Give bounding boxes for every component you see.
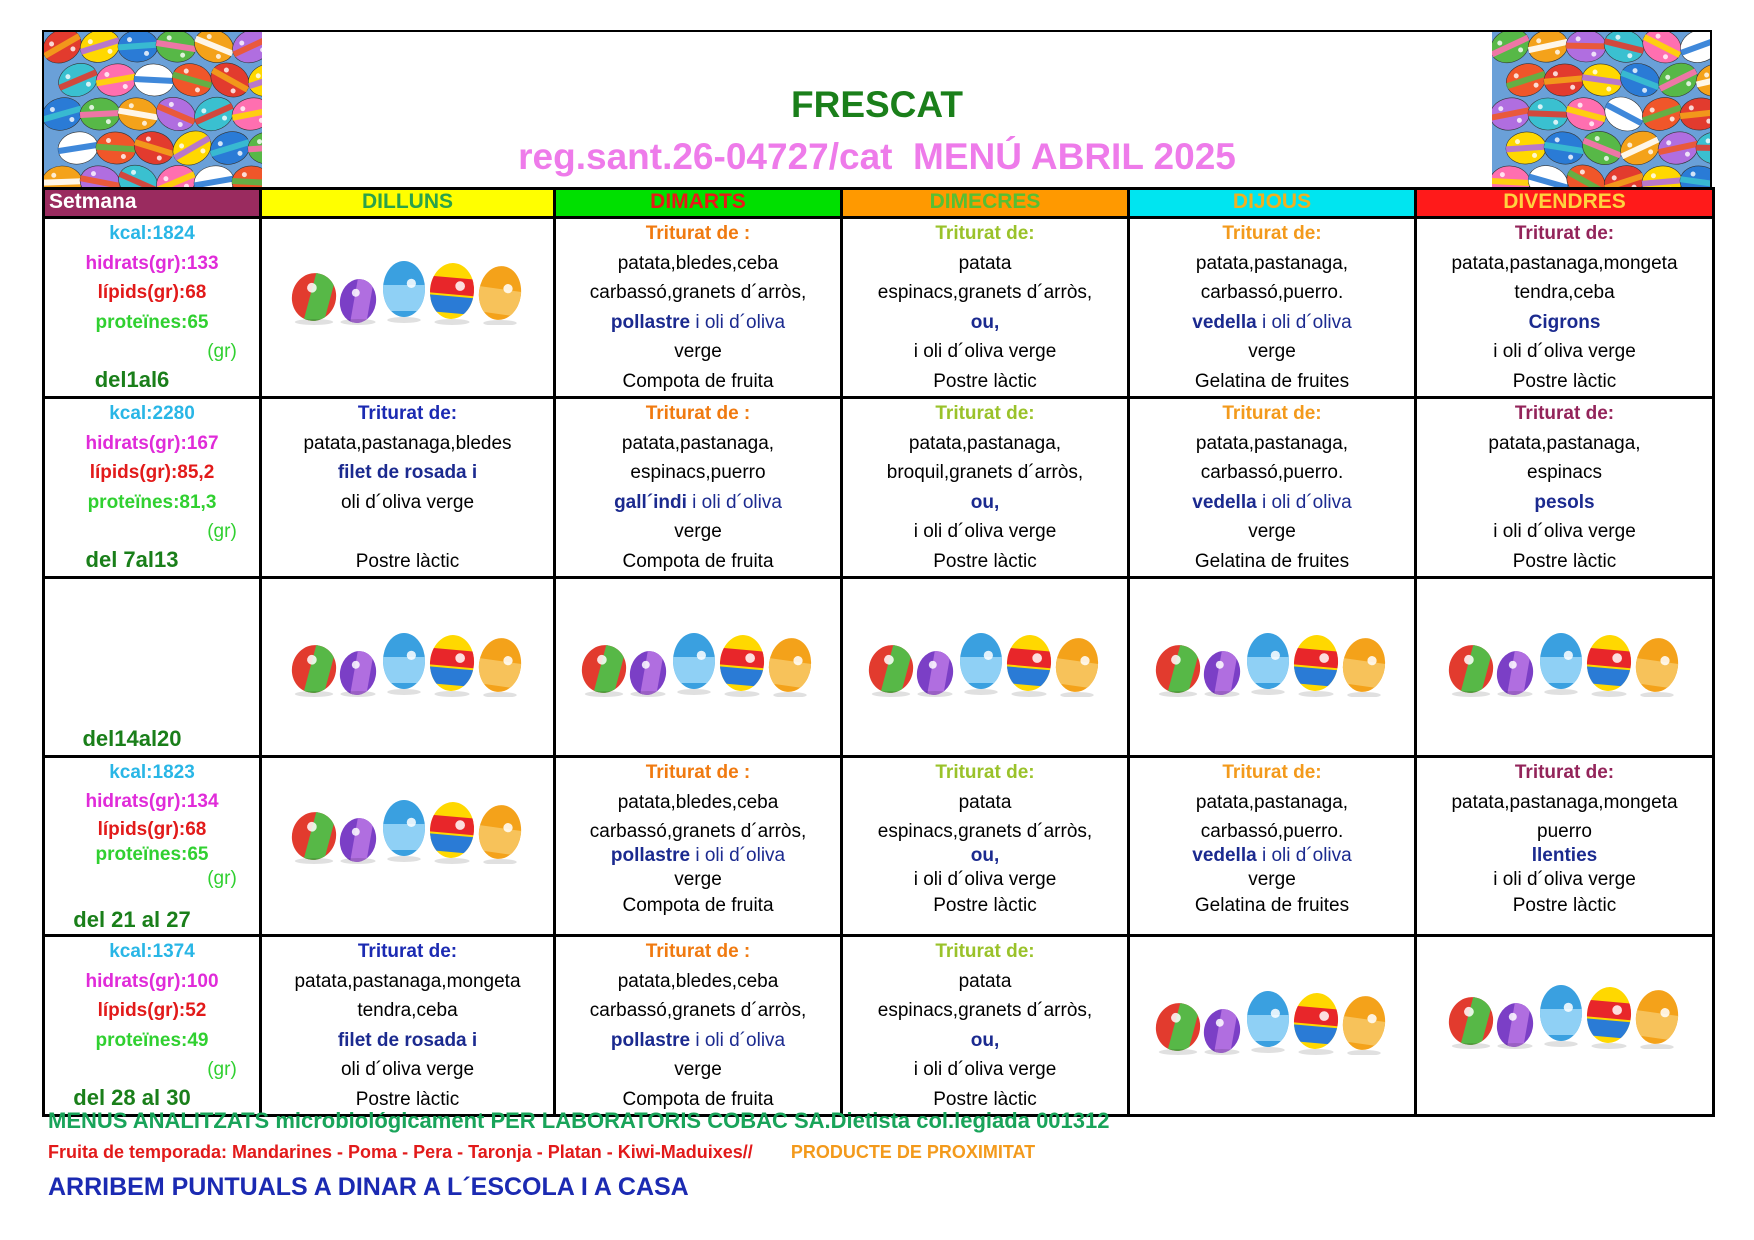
dish-heading: Triturat de: [1514,223,1615,244]
week-info [44,578,261,757]
easter-eggs-icon [262,794,553,874]
protein: filet de rosada i [337,462,478,483]
ingredient-line: patata,pastanaga, [1195,791,1349,813]
ingredient-line: i oli d´oliva verge [913,341,1057,362]
hidrats-label: hidrats(gr):133 [85,252,219,274]
week-info [44,398,261,578]
protein: pollastre [610,311,691,333]
protein-suffix: i oli d´oliva [686,491,782,513]
footer-proximity: PRODUCTE DE PROXIMITAT [790,1142,1036,1162]
ingredient-line: verge [674,869,722,890]
ingredient-line: carbassó,puerro. [1200,462,1344,483]
ingredient-line: i oli d´oliva verge [913,521,1057,542]
dessert: Compota de fruita [622,370,774,392]
ingredient-line: espinacs [1527,462,1602,483]
ingredient-line: espinacs,granets d´arròs, [877,821,1093,842]
dessert: Postre làctic [933,1088,1037,1110]
dish-heading: Triturat de: [1514,403,1615,424]
ingredient-line: patata,pastanaga, [1195,252,1349,274]
ingredient-line: patata,pastanaga, [1488,432,1641,454]
ingredient-line: carbassó,puerro. [1200,821,1344,842]
menu-cell-tuesday [555,398,842,578]
footer-analysis-note: MENUS ANALITZATS microbiológicament PER LABORATORIS COBAC SA.Dietista col.legiada 001312 [48,1108,1110,1133]
ingredient-line: i oli d´oliva verge [1493,341,1636,362]
lipids-label: lípids(gr):68 [97,282,207,303]
ingredient-line: tendra,ceba [1514,282,1615,303]
ingredient-line: patata,pastanaga, [1195,432,1349,454]
protein: pesols [1534,491,1595,513]
kcal-label: kcal:1824 [109,223,195,244]
column-header-monday: DILLUNS [261,189,555,218]
dish-heading: Triturat de: [357,403,458,424]
menu-cell-monday [261,578,555,757]
dessert: Gelatina de fruites [1194,370,1350,392]
protein: vedella [1192,311,1257,333]
menu-cell-friday [1416,578,1714,757]
menu-cell-wednesday [842,757,1129,936]
ingredient-line: verge [1248,341,1296,362]
footer-punctuality-note: ARRIBEM PUNTUALS A DINAR A L´ESCOLA I A CASA [48,1173,689,1201]
protein: ou, [970,845,1000,866]
protein: vedella [1192,845,1257,866]
easter-eggs-icon [262,255,553,335]
column-header-wednesday: DIMECRES [842,189,1129,218]
kcal-label: kcal:2280 [109,403,195,424]
ingredient-line: i oli d´oliva verge [913,1059,1057,1080]
dish-heading: Triturat de: [357,941,458,962]
ingredient-line: espinacs,granets d´arròs, [877,1000,1093,1021]
menu-cell-tuesday [555,218,842,398]
dessert: Gelatina de fruites [1194,550,1350,572]
ingredient-line: patata,pastanaga,bledes [303,432,512,454]
proteines-label: proteïnes:49 [95,1029,209,1051]
ingredient-line: patata [958,791,1012,813]
dessert: Postre làctic [1512,550,1617,572]
kcal-label: kcal:1374 [109,941,195,962]
menu-cell-thursday [1129,398,1416,578]
footer-fruit-text: Fruita de temporada: Mandarines - Poma - Pera - Taronja - Platan - Kiwi-Maduixes// [48,1142,753,1162]
ingredient-line: patata,pastanaga,mongeta [1451,252,1678,274]
ingredient-line: i oli d´oliva verge [913,869,1057,890]
menu-cell-monday [261,936,555,1116]
week-row [44,936,1714,1116]
dish-heading: Triturat de: [935,223,1035,244]
ingredient-line: i oli d´oliva verge [1493,869,1636,890]
week-dates: del 7al13 [85,546,179,572]
kcal-label: kcal:1823 [109,762,195,783]
week-dates: del 21 al 27 [73,907,191,932]
menu-cell-wednesday [842,936,1129,1116]
ingredient-line: espinacs,granets d´arròs, [877,282,1093,303]
lipids-label: lípids(gr):85,2 [89,462,215,483]
protein: ou, [970,311,1000,333]
ingredient-line: oli d´oliva verge [340,491,475,513]
menu-cell-tuesday [555,936,842,1116]
ingredient-line: puerro [1537,821,1592,842]
ingredient-line: patata [958,970,1012,992]
dish-heading: Triturat de: [935,762,1035,783]
ingredient-line: patata,pastanaga,mongeta [294,970,521,992]
menu-cell-wednesday [842,218,1129,398]
dish-heading: Triturat de: [935,941,1035,962]
dessert: Postre làctic [355,1088,460,1110]
ingredient-line: verge [674,1059,722,1080]
menu-cell-monday [261,398,555,578]
ingredient-line: oli d´oliva verge [340,1059,475,1080]
week-dates: del1al6 [94,366,170,392]
protein: gall´indi [614,491,687,513]
ingredient-line: patata,pastanaga, [908,432,1062,454]
easter-eggs-icon [1417,979,1712,1059]
week-info [44,936,261,1116]
protein: llenties [1531,845,1598,866]
dish-heading: Triturat de : [645,941,751,962]
dessert: Compota de fruita [622,1088,774,1110]
ingredient-line: tendra,ceba [357,1000,458,1021]
ingredient-line: carbassó,granets d´arròs, [589,1000,807,1021]
protein-suffix: i oli d´oliva [690,1029,786,1051]
footer-fruit-line [48,1142,1698,1163]
dessert: Postre làctic [1512,370,1617,392]
proteines-label: proteïnes:65 [95,311,209,333]
dish-heading: Triturat de : [645,762,751,783]
week-info [44,757,261,936]
ingredient-line: i oli d´oliva verge [1493,521,1636,542]
easter-eggs-icon [1130,985,1414,1065]
dessert: Gelatina de fruites [1194,895,1350,916]
week-dates: del14al20 [82,725,182,751]
protein-suffix: i oli d´oliva [1256,491,1352,513]
dessert: Compota de fruita [622,895,774,916]
page-subtitle: reg.sant.26-04727/cat MENÚ ABRIL 2025 [518,136,1236,177]
easter-eggs-icon [843,627,1127,707]
column-header-tuesday: DIMARTS [555,189,842,218]
column-header-friday: DIVENDRES [1416,189,1714,218]
protein: filet de rosada i [337,1029,478,1051]
menu-cell-thursday [1129,218,1416,398]
ingredient-line: carbassó,puerro. [1200,282,1344,303]
dessert: Postre làctic [1512,895,1617,916]
dish-heading: Triturat de: [1222,223,1322,244]
ingredient-line: patata,pastanaga, [621,432,775,454]
menu-cell-thursday [1129,936,1416,1116]
protein: ou, [970,491,1000,513]
menu-cell-tuesday [555,757,842,936]
protein-suffix: i oli d´oliva [690,845,786,866]
protein-suffix: i oli d´oliva [1256,845,1352,866]
lipids-label: lípids(gr):68 [97,819,207,840]
menu-cell-wednesday [842,398,1129,578]
protein-suffix: i oli d´oliva [1256,311,1352,333]
lipids-label: lípids(gr):52 [97,1000,207,1021]
week-row [44,757,1714,936]
easter-eggs-icon [556,627,840,707]
protein: pollastre [610,845,691,866]
menu-table [42,187,1715,1117]
menu-cell-monday [261,218,555,398]
ingredient-line: carbassó,granets d´arròs, [589,282,807,303]
protein: ou, [970,1029,1000,1051]
ingredient-line: verge [674,521,722,542]
week-row [44,218,1714,398]
menu-cell-monday [261,757,555,936]
dessert: Postre làctic [355,550,460,572]
column-header-setmana: Setmana [44,189,261,218]
ingredient-line: carbassó,granets d´arròs, [589,821,807,842]
protein-suffix: i oli d´oliva [690,311,786,333]
ingredient-line: verge [1248,521,1296,542]
menu-cell-friday [1416,936,1714,1116]
gr-unit: (gr) [207,868,237,889]
menu-cell-friday [1416,757,1714,936]
proteines-label: proteïnes:81,3 [87,491,217,513]
dish-heading: Triturat de: [1222,403,1322,424]
dish-heading: Triturat de : [645,223,751,244]
protein: pollastre [610,1029,691,1051]
dish-heading: Triturat de : [645,403,751,424]
gr-unit: (gr) [207,521,237,542]
dessert: Compota de fruita [622,550,774,572]
week-row [44,578,1714,757]
dish-heading: Triturat de: [1222,762,1322,783]
ingredient-line: patata,bledes,ceba [617,970,779,992]
dessert: Postre làctic [933,370,1037,392]
menu-cell-tuesday [555,578,842,757]
dessert: Postre làctic [933,895,1037,916]
hidrats-label: hidrats(gr):134 [85,791,219,812]
easter-eggs-icon [262,627,553,707]
dish-heading: Triturat de: [1514,762,1615,783]
dessert: Postre làctic [933,550,1037,572]
week-info [44,218,261,398]
menu-cell-friday [1416,218,1714,398]
ingredient-line: verge [674,341,722,362]
header [42,30,1712,187]
dish-heading: Triturat de: [935,403,1035,424]
column-header-thursday: DIJOUS [1129,189,1416,218]
ingredient-line: espinacs,puerro [630,462,766,483]
menu-document [42,30,1712,1117]
menu-cell-friday [1416,398,1714,578]
ingredient-line: patata [958,252,1012,274]
ingredient-line: verge [1248,869,1296,890]
footer [48,1108,1698,1202]
proteines-label: proteïnes:65 [95,844,209,865]
easter-eggs-icon [1130,627,1414,707]
week-dates: del 28 al 30 [73,1084,191,1110]
week-row [44,398,1714,578]
hidrats-label: hidrats(gr):167 [85,432,219,454]
ingredient-line: patata,bledes,ceba [617,252,779,274]
gr-unit: (gr) [207,1059,237,1080]
gr-unit: (gr) [207,341,237,362]
easter-eggs-icon [1417,627,1712,707]
ingredient-line: broquil,granets d´arròs, [886,462,1084,483]
ingredient-line: patata,pastanaga,mongeta [1451,791,1678,813]
protein: vedella [1192,491,1257,513]
menu-cell-wednesday [842,578,1129,757]
menu-cell-thursday [1129,578,1416,757]
protein: Cigrons [1528,311,1601,333]
ingredient-line: patata,bledes,ceba [617,791,779,813]
hidrats-label: hidrats(gr):100 [85,970,219,992]
menu-cell-thursday [1129,757,1416,936]
page-title: FRESCAT [791,84,963,125]
